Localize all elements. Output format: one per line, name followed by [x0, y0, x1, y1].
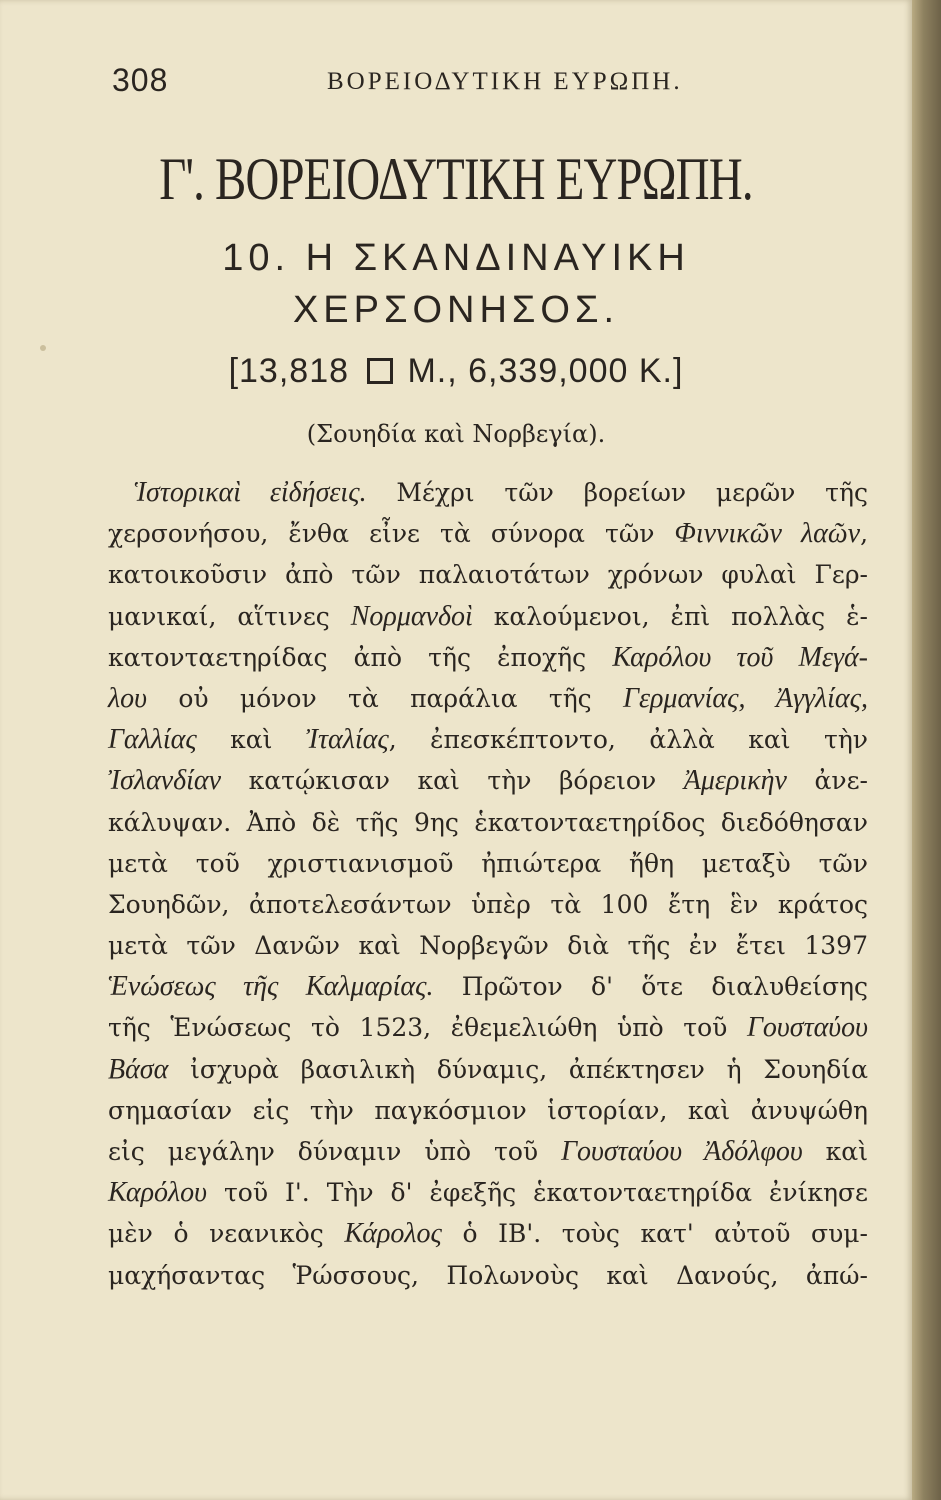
text-line: [108, 1131, 868, 1172]
text-segment: χερσονήσου, ἔνθα εἶνε τὰ σύνορα τῶν: [108, 519, 675, 549]
italic-text: Βάσα: [108, 1053, 169, 1085]
text-segment: Μέχρι τῶν βορείων μερῶν τῆς: [366, 478, 868, 507]
text-line: [108, 966, 868, 1007]
section-title: [0, 232, 912, 336]
italic-text: Κάρολος: [344, 1218, 442, 1250]
area-value: [13,818: [228, 352, 350, 390]
section-statistics: [0, 352, 912, 391]
text-segment: μανικαί, αἵτινες: [108, 601, 351, 631]
section-title-line-1: 10. Η ΣΚΑΝΔΙΝΑΥΙΚΗ: [222, 237, 690, 279]
text-line: [108, 843, 868, 884]
italic-text: Γουσταύου: [746, 1012, 868, 1044]
text-segment: κατοικοῦσιν ἀπὸ τῶν παλαιοτάτων χρόνων φυλαὶ Γερ-: [108, 560, 868, 590]
text-line: [108, 554, 868, 595]
text-segment: κατῴκισαν καὶ τὴν βόρειον: [221, 766, 684, 796]
italic-text: Ἀμερικὴν: [683, 765, 787, 797]
italic-text: Καρόλου: [108, 1177, 207, 1209]
square-symbol-icon: [367, 358, 393, 384]
text-line: [108, 678, 868, 719]
text-line: [108, 637, 868, 678]
text-segment: τῆς Ἑνώσεως τὸ 1523, ἐθεμελιώθη ὑπὸ τοῦ: [108, 1013, 747, 1043]
text-segment: ἀνε-: [786, 766, 868, 796]
body-text: [108, 472, 868, 1296]
text-segment: μὲν ὁ νεανικὸς: [108, 1219, 345, 1249]
text-segment: Σουηδῶν, ἀποτελεσάντων ὑπὲρ τὰ 100 ἔτη ἓν κράτος: [108, 889, 868, 919]
page-number: 308: [112, 62, 169, 98]
text-line: [108, 1007, 868, 1048]
countries-subtitle: (Σουηδία καὶ Νορβεγία).: [306, 420, 606, 448]
running-head: [112, 62, 876, 102]
italic-text: Ἰταλίας: [305, 724, 389, 756]
italic-text: λου: [108, 682, 147, 714]
text-line: [108, 1090, 868, 1131]
text-line: [108, 884, 868, 925]
text-segment: μετὰ τῶν Δανῶν καὶ Νορβεγῶν διὰ τῆς ἐν ἔτει 1397: [108, 931, 868, 961]
text-segment: τοῦ Ι'. Τὴν δ' ἐφεξῆς ἑκατονταετηρίδα ἐνίκησε: [206, 1178, 868, 1208]
text-segment: καὶ: [196, 725, 306, 755]
text-line: [108, 1172, 868, 1213]
italic-text: Γουσταύου Ἀδόλφου: [561, 1136, 803, 1167]
text-segment: μαχήσαντας Ῥώσσους, Πολωνοὺς καὶ Δανούς, ἀπώ-: [108, 1260, 868, 1290]
italic-text: Γαλλίας: [108, 724, 197, 756]
text-segment: καλούμενοι, ἐπὶ πολλὰς ἑ-: [472, 601, 868, 631]
text-line: [108, 513, 868, 554]
population-value: Μ., 6,339,000 Κ.]: [407, 352, 684, 390]
book-edge: [912, 0, 941, 1500]
text-line: [108, 719, 868, 760]
chapter-title: Γ'. ΒΟΡΕΙΟΔΥΤΙΚΗ ΕΥΡΩΠΗ.: [159, 146, 753, 212]
running-title: ΒΟΡΕΙΟΔΥΤΙΚΗ ΕΥΡΩΠΗ.: [327, 68, 683, 95]
section-title-line-2: ΧΕΡΣΟΝΗΣΟΣ.: [292, 289, 620, 331]
text-segment: κατονταετηρίδας ἀπὸ τῆς ἐποχῆς: [108, 642, 613, 672]
text-line: [108, 1255, 868, 1296]
italic-text: Ἰσλανδίαν: [108, 765, 222, 797]
text-segment: καὶ: [802, 1137, 868, 1166]
text-line: [108, 760, 868, 801]
italic-text: Νορμανδοὶ: [350, 600, 473, 632]
text-line: [108, 1049, 868, 1090]
italic-text: Καρόλου τοῦ Μεγά-: [612, 641, 868, 673]
text-segment: ὁ ΙΒ'. τοὺς κατ' αὐτοῦ συμ-: [441, 1219, 868, 1249]
text-line: [108, 472, 868, 513]
text-segment: σημασίαν εἰς τὴν παγκόσμιον ἱστορίαν, καὶ ἀνυψώθη: [108, 1095, 868, 1125]
text-line: [108, 596, 868, 637]
paper-spot: [40, 345, 46, 351]
text-segment: ἰσχυρὰ βασιλικὴ δύναμις, ἀπέκτησεν ἡ Σουηδία: [168, 1054, 868, 1084]
italic-text: Γερμανίας, Ἀγγλίας,: [623, 682, 868, 714]
text-segment: μετὰ τοῦ χριστιανισμοῦ ἠπιώτερα ἤθη μεταξὺ τῶν: [108, 848, 868, 878]
text-segment: , ἐπεσκέπτοντο, ἀλλὰ καὶ τὴν: [388, 725, 868, 755]
text-segment: Πρῶτον δ' ὅτε διαλυθείσης: [433, 972, 868, 1002]
text-segment: οὐ μόνον τὰ παράλια τῆς: [146, 683, 624, 713]
text-line: [108, 802, 868, 843]
text-line: [108, 925, 868, 966]
text-segment: κάλυψαν. Ἀπὸ δὲ τῆς 9ης ἑκατονταετηρίδος διεδόθησαν: [108, 807, 868, 837]
italic-text: Ἑνώσεως τῆς Καλμαρίας.: [108, 971, 434, 1003]
text-line: [108, 1213, 868, 1254]
italic-text: Ἱστορικαὶ εἰδήσεις.: [134, 477, 367, 508]
italic-text: Φιννικῶν λαῶν: [674, 518, 861, 550]
text-segment: εἰς μεγάλην δύναμιν ὑπὸ τοῦ: [108, 1137, 562, 1166]
text-segment: ,: [860, 519, 869, 549]
